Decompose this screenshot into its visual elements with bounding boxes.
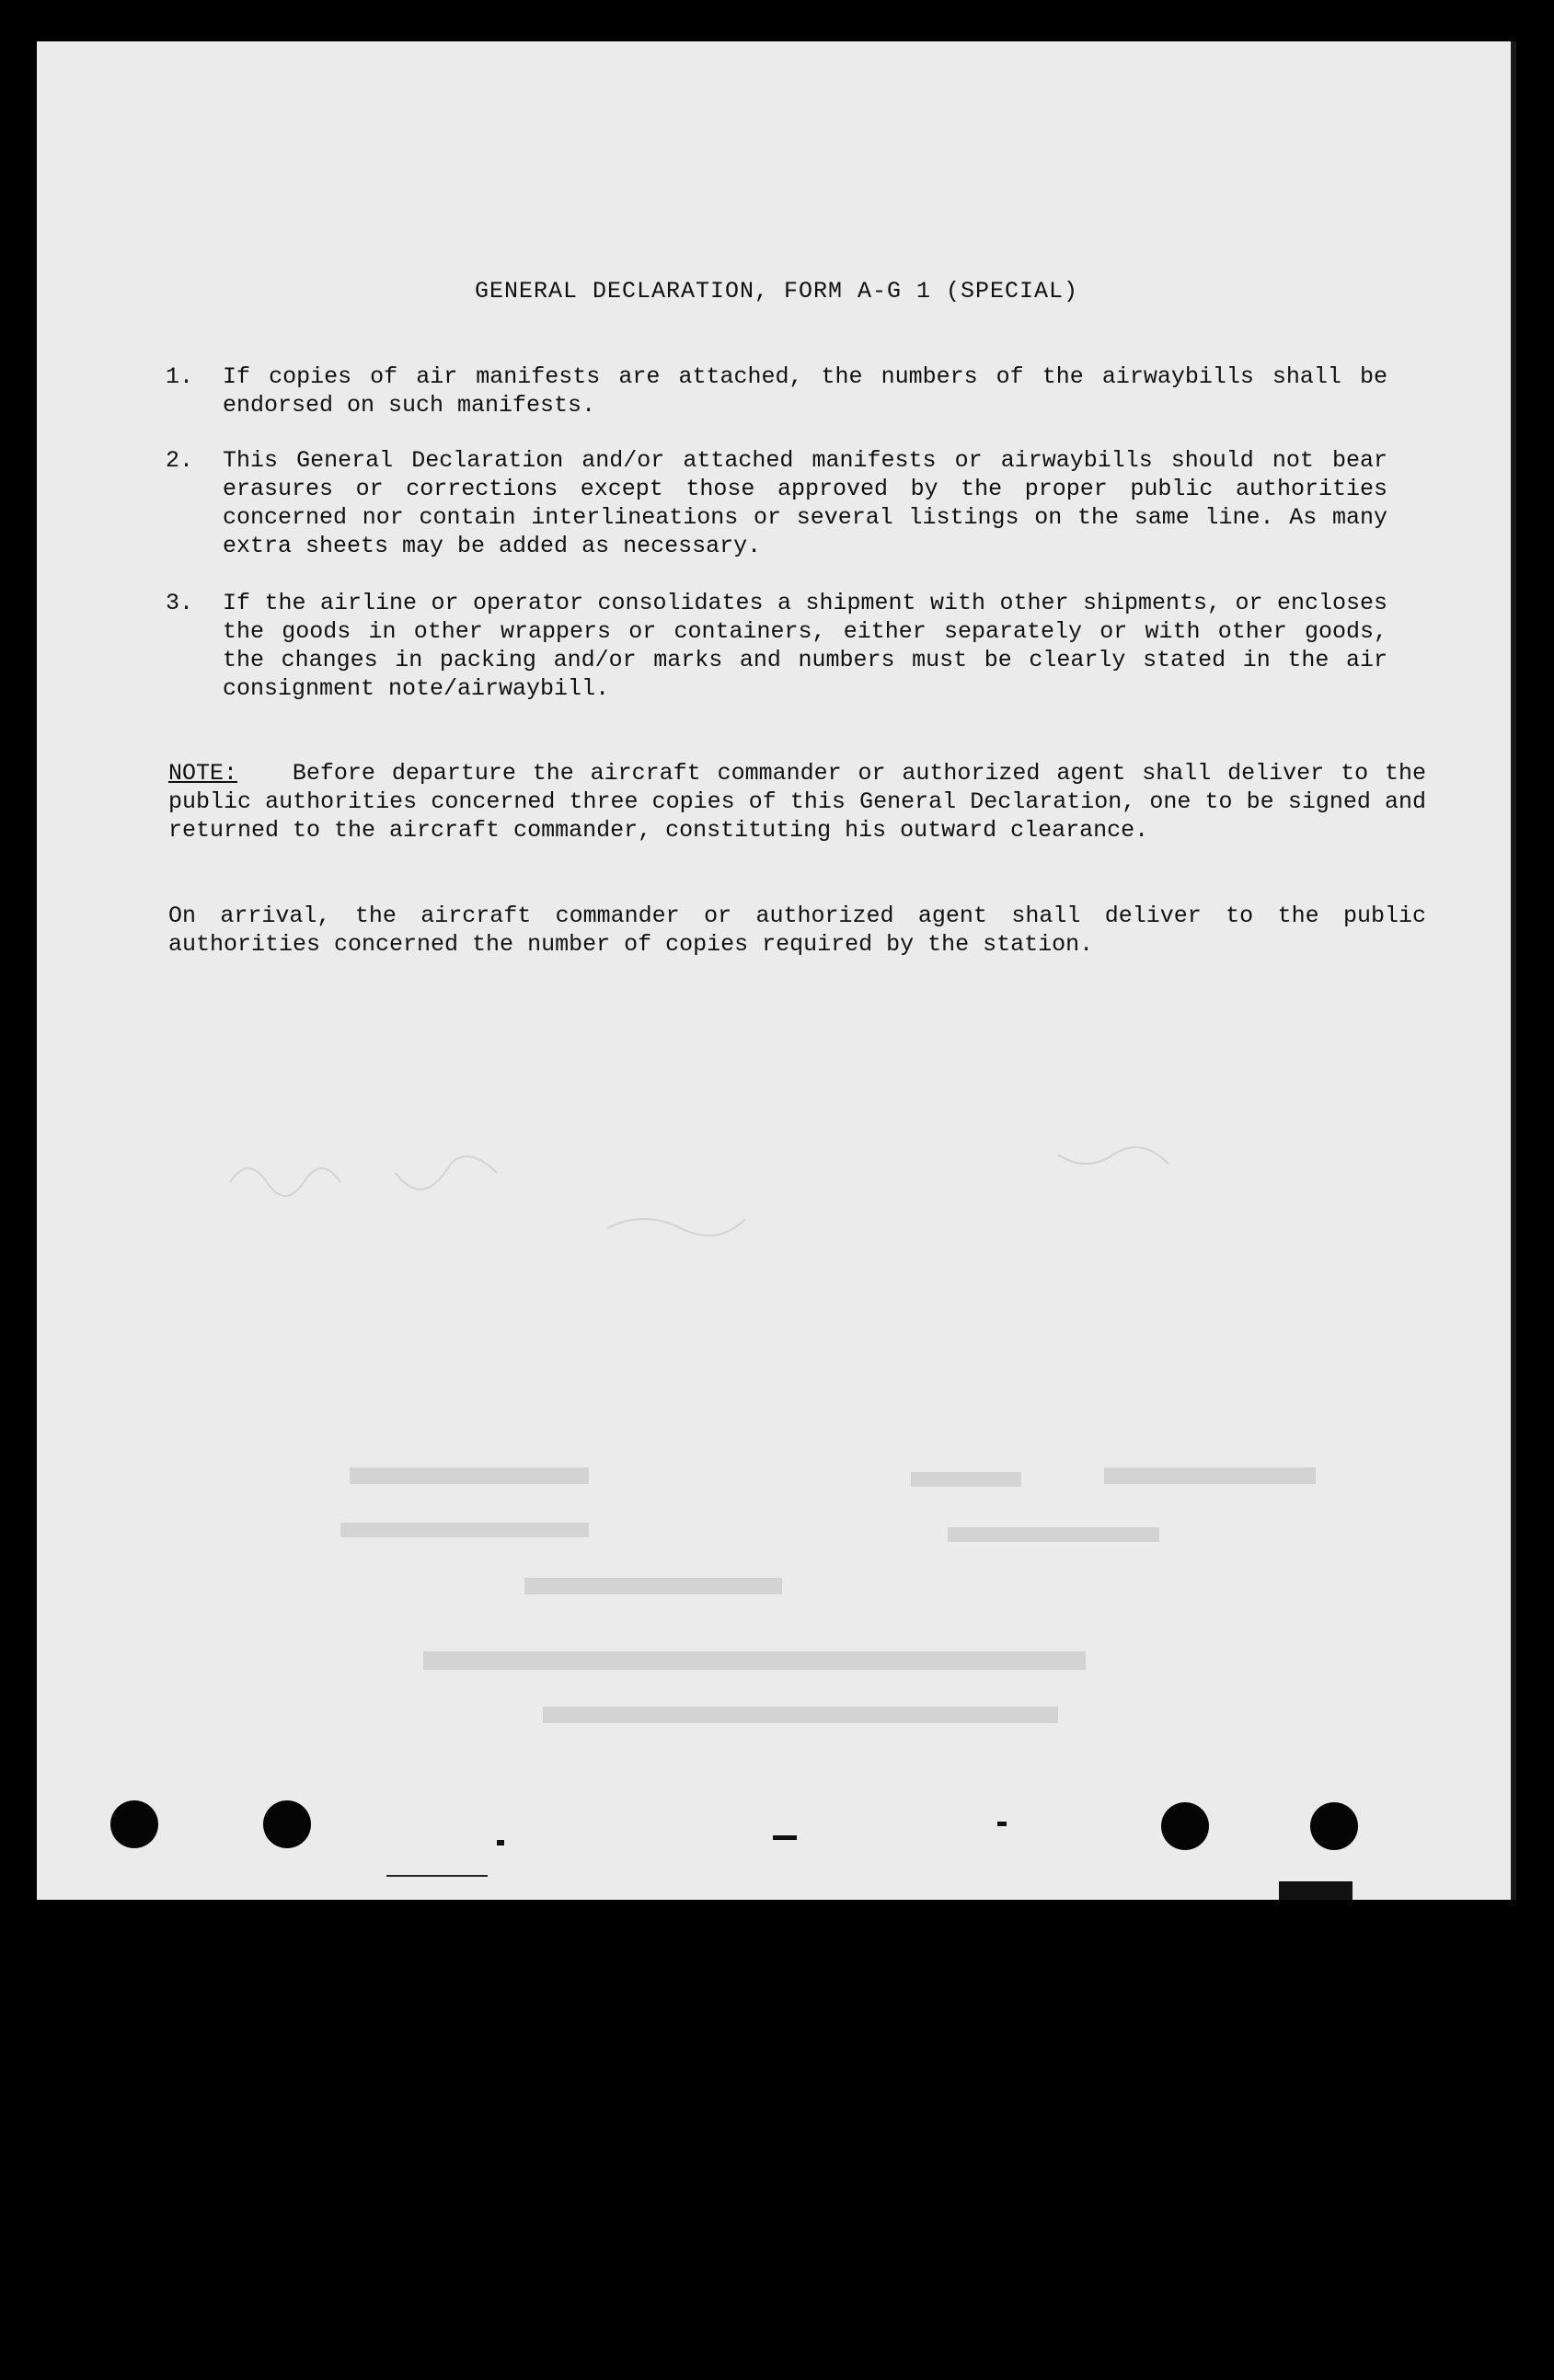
- show-through-scribbles: [120, 1118, 1500, 1762]
- speck: [386, 1875, 488, 1877]
- item-text: If the airline or operator consolidates a shipment with other shipments, or encloses the goods in other wrappers or containers, either separately or with other goods, the changes in packing and/or marks and numbers must be clearly stated in the air consignment note/airwaybill.: [223, 590, 1387, 702]
- punch-hole: [1161, 1802, 1209, 1850]
- speck: [1279, 1881, 1353, 1900]
- punch-hole: [110, 1800, 158, 1848]
- note-label: NOTE:: [168, 760, 238, 787]
- note-paragraph: [168, 759, 1426, 845]
- speck: [497, 1840, 504, 1845]
- punch-hole: [263, 1800, 311, 1848]
- item-number: 3.: [166, 590, 194, 616]
- item-text: This General Declaration and/or attached manifests or airwaybills should not bear erasures or corrections except those approved by the proper public authorities concerned nor contain interlineations or several listings on the same line. As many extra sheets may be added as necessary.: [223, 447, 1387, 559]
- note-text: Before departure the aircraft commander or authorized agent shall deliver to the public authorities concerned three copies of this General Declaration, one to be signed and returned to the aircraft commander, constituting his outward clearance.: [168, 760, 1426, 844]
- speck: [997, 1822, 1007, 1826]
- arrival-paragraph: On arrival, the aircraft commander or authorized agent shall deliver to the public authorities concerned the number of copies required by the station.: [168, 903, 1426, 958]
- document-title: GENERAL DECLARATION, FORM A-G 1 (SPECIAL): [474, 278, 1079, 305]
- item-number: 1.: [166, 363, 194, 390]
- speck: [773, 1835, 797, 1840]
- page-edge: [1511, 41, 1516, 1900]
- item-number: 2.: [166, 447, 194, 474]
- punch-hole: [1310, 1802, 1358, 1850]
- document-page: [37, 41, 1516, 1900]
- item-text: If copies of air manifests are attached, the numbers of the airwaybills shall be endorsed on such manifests.: [223, 363, 1387, 419]
